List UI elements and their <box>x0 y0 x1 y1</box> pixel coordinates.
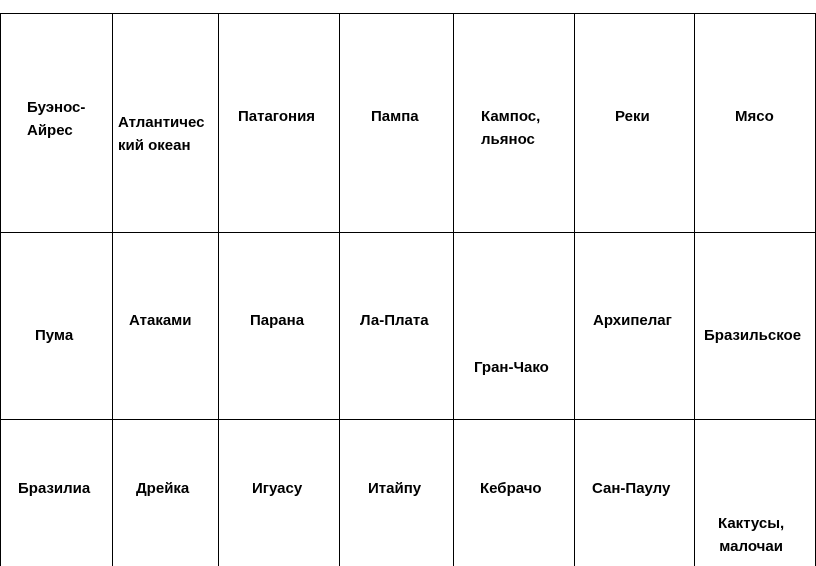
column-divider <box>453 13 454 566</box>
column-divider <box>694 13 695 566</box>
table-cell: Кампос, льянос <box>481 108 541 148</box>
table-cell: Патагония <box>238 108 316 125</box>
table-cell: Игуасу <box>252 480 303 497</box>
table-cell: Архипелаг <box>593 312 672 329</box>
table-cell: Дрейка <box>136 480 190 497</box>
table-cell: Кактусы, малочаи <box>718 515 785 555</box>
table-cell: Парана <box>250 312 305 329</box>
table-cell: Атаками <box>129 312 192 329</box>
table-cell: Итайпу <box>368 480 422 497</box>
table-cell: Ла-Плата <box>360 312 429 329</box>
row-divider <box>0 232 816 233</box>
table-cell: Гран-Чако <box>474 359 549 376</box>
table-cell: Атлантичес кий океан <box>118 114 205 154</box>
table-cell: Кебрачо <box>480 480 542 497</box>
table-cell: Мясо <box>735 108 774 125</box>
table-cell: Сан-Паулу <box>592 480 671 497</box>
table-cell: Буэнос- Айрес <box>27 99 86 139</box>
column-divider <box>339 13 340 566</box>
table-cell: Пампа <box>371 108 419 125</box>
table-cell: Бразилиа <box>18 480 91 497</box>
table-cell: Бразильское <box>704 327 802 344</box>
row-divider <box>0 13 816 14</box>
table-cell: Реки <box>615 108 650 125</box>
column-divider <box>112 13 113 566</box>
table-cell: Пума <box>35 327 74 344</box>
column-divider <box>574 13 575 566</box>
column-divider <box>0 13 1 566</box>
column-divider <box>218 13 219 566</box>
row-divider <box>0 419 816 420</box>
